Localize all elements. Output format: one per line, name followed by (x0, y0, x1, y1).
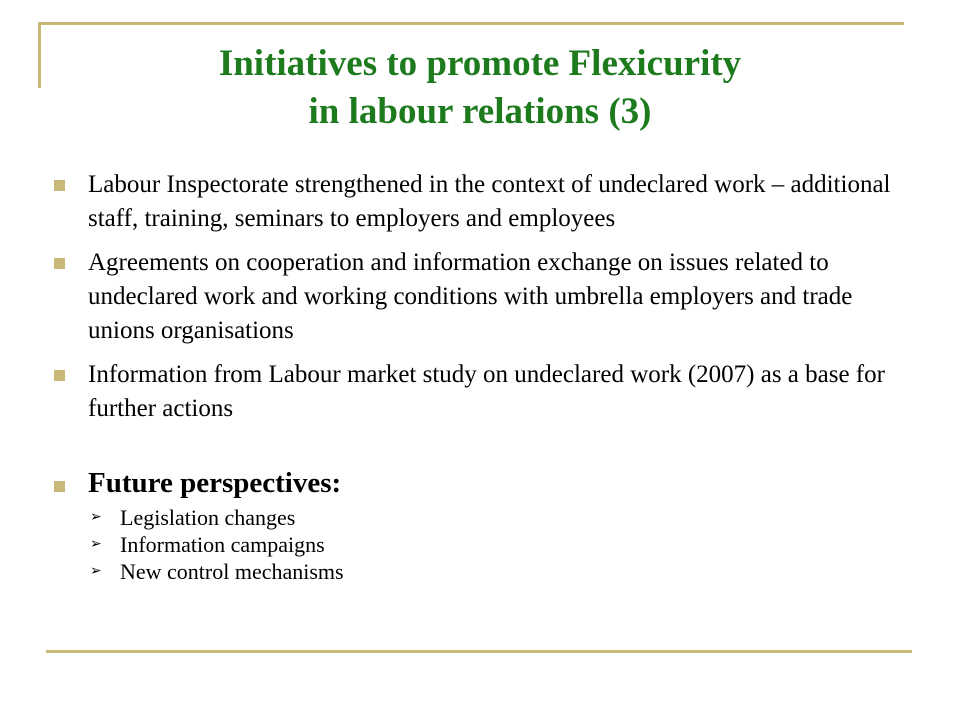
arrowhead-bullet-icon: ➢ (90, 509, 102, 525)
bullet-list (52, 168, 912, 585)
bullet-item (52, 246, 912, 348)
sub-list-item (88, 558, 912, 585)
bullet-text: Agreements on cooperation and information exchange on issues related to undeclared work and working conditions with umbrella employers and trade unions organisations (88, 249, 853, 344)
bottom-border-line (46, 650, 912, 653)
sub-item-text: New control mechanisms (120, 559, 344, 584)
future-perspectives-item (52, 466, 912, 585)
square-bullet-icon (54, 180, 65, 191)
sub-item-text: Information campaigns (120, 532, 325, 557)
square-bullet-icon (54, 258, 65, 269)
future-perspectives-heading: Future perspectives: (88, 467, 342, 499)
bullet-text: Information from Labour market study on undeclared work (2007) as a base for further actions (88, 361, 885, 422)
sub-list-item (88, 531, 912, 558)
title-line-1: Initiatives to promote Flexicurity (218, 43, 742, 84)
bullet-text: Labour Inspectorate strengthened in the context of undeclared work – additional staff, training, seminars to employers and employees (88, 171, 891, 232)
arrowhead-bullet-icon: ➢ (90, 563, 102, 579)
slide-title (0, 40, 960, 136)
square-bullet-icon (54, 370, 65, 381)
future-perspectives-list (88, 504, 912, 585)
bullet-item (52, 168, 912, 236)
square-bullet-icon (54, 481, 65, 492)
bullet-item (52, 358, 912, 426)
sub-item-text: Legislation changes (120, 505, 296, 530)
arrowhead-bullet-icon: ➢ (90, 536, 102, 552)
title-line-2: in labour relations (3) (308, 91, 652, 132)
top-border-line (38, 22, 904, 25)
sub-list-item (88, 504, 912, 531)
